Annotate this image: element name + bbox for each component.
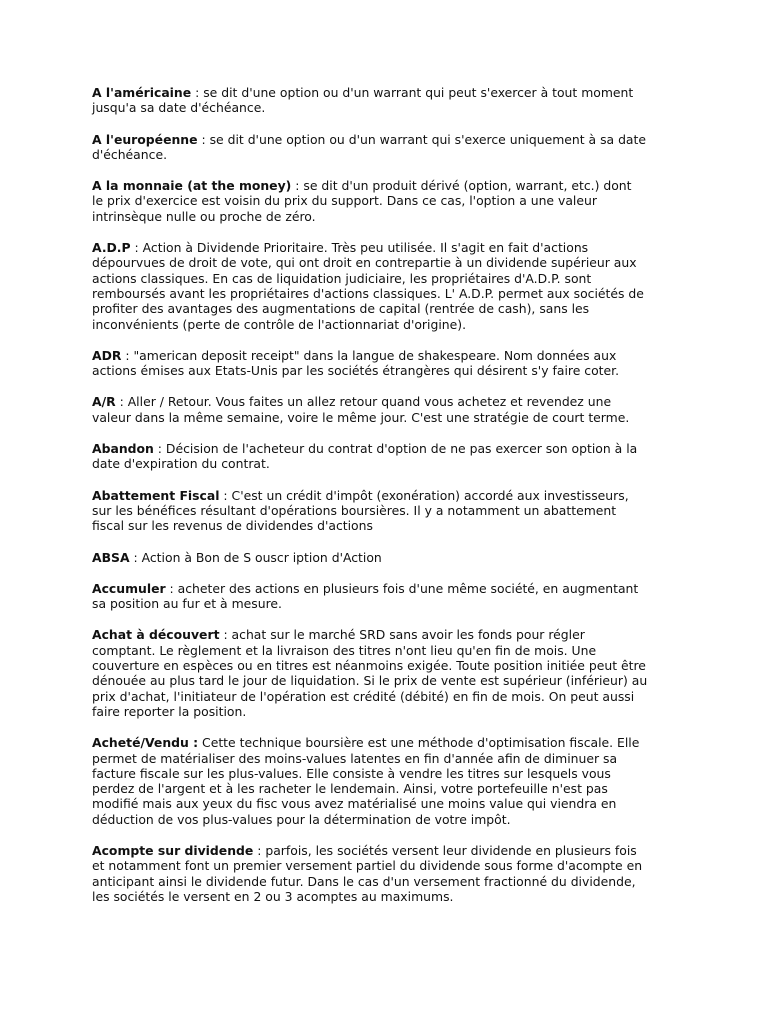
- entry-term: A/R: [92, 394, 116, 410]
- entry-text: comptant. Le règlement et la livraison des titres n'ont lieu qu'en fin de mois. Une: [92, 642, 597, 658]
- glossary-entry: [92, 441, 692, 472]
- entry-text: couverture en espèces ou en titres est néanmoins exigée. Toute position initiée peut être: [92, 658, 646, 674]
- entry-text: profiter des avantages des augmentations de capital (rentrée de cash), sans les: [92, 301, 590, 317]
- entry-text: : Action à Dividende Prioritaire. Très peu utilisée. Il s'agit en fait d'actions: [130, 240, 589, 256]
- entry-text: déduction de vos plus-values pour la détermination de votre impôt.: [92, 811, 511, 827]
- glossary-entry: [92, 178, 692, 224]
- entry-text: : C'est un crédit d'impôt (exonération) accordé aux investisseurs,: [219, 487, 629, 503]
- entry-text: sa position au fur et à mesure.: [92, 596, 282, 612]
- entry-text: prix d'achat, l'initiateur de l'opération est crédité (débité) en fin de mois. On peut aussi: [92, 688, 635, 704]
- entry-term: Acheté/Vendu :: [92, 735, 199, 751]
- entry-text: intrinsèque nulle ou proche de zéro.: [92, 208, 316, 224]
- glossary-entry: [92, 394, 692, 425]
- glossary-entry: [92, 843, 692, 904]
- entry-text: : se dit d'une option ou d'un warrant qui peut s'exercer à tout moment: [191, 85, 634, 100]
- entry-text: valeur dans la même semaine, voire le même jour. C'est une stratégie de court terme.: [92, 409, 630, 425]
- entry-text: : acheter des actions en plusieurs fois d'une même société, en augmentant: [165, 580, 639, 596]
- glossary-entry: [92, 581, 692, 612]
- glossary-entry: [92, 550, 692, 565]
- entry-text: le prix d'exercice est voisin du prix du support. Dans ce cas, l'option a une valeur: [92, 193, 597, 209]
- entry-term: Acompte sur dividende: [92, 842, 254, 858]
- entry-text: : se dit d'un produit dérivé (option, warrant, etc.) dont: [291, 178, 632, 194]
- entry-text: jusqu'a sa date d'échéance.: [92, 100, 266, 116]
- entry-text: faire reporter la position.: [92, 703, 247, 719]
- entry-term: A la monnaie (at the money): [92, 178, 292, 194]
- glossary-entry: [92, 488, 692, 534]
- glossary-entry: [92, 132, 692, 163]
- glossary-entry: [92, 735, 692, 827]
- entry-text: d'échéance.: [92, 146, 168, 162]
- entry-text: fiscal sur les revenus de dividendes d'actions: [92, 518, 373, 534]
- entry-term: ABSA: [92, 549, 130, 565]
- entry-text: modifié mais aux yeux du fisc vous avez matérialisé une moins value qui viendra en: [92, 796, 617, 812]
- entry-text: dépourvues de droit de vote, qui ont droit en contrepartie à un dividende supérieur aux: [92, 255, 637, 271]
- entry-term: A l'européenne: [92, 131, 198, 147]
- entry-term: Accumuler: [92, 580, 166, 596]
- entry-text: et notamment font un premier versement partiel du dividende sous forme d'acompte en: [92, 858, 643, 874]
- entry-text: perdez de l'argent et à les racheter le lendemain. Ainsi, votre portefeuille n'est pas: [92, 781, 608, 797]
- glossary-entry: [92, 240, 692, 332]
- entry-text: permet de matérialiser des moins-values latentes en fin d'année afin de diminuer sa: [92, 750, 618, 766]
- glossary-entry: [92, 348, 692, 379]
- entry-text: : Aller / Retour. Vous faites un allez retour quand vous achetez et revendez une: [115, 394, 612, 410]
- entry-text: : achat sur le marché SRD sans avoir les fonds pour régler: [219, 627, 585, 643]
- entry-term: Achat à découvert: [92, 627, 220, 643]
- entry-text: actions classiques. En cas de liquidation judiciaire, les propriétaires d'A.D.P. sont: [92, 270, 592, 286]
- entry-text: remboursés avant les propriétaires d'actions classiques. L' A.D.P. permet aux sociétés de: [92, 285, 644, 301]
- glossary-entry: [92, 85, 692, 116]
- entry-text: date d'expiration du contrat.: [92, 456, 270, 472]
- entry-text: Cette technique boursière est une méthode d'optimisation fiscale. Elle: [198, 735, 640, 751]
- entry-text: inconvénients (perte de contrôle de l'actionnariat d'origine).: [92, 316, 467, 332]
- entry-term: A.D.P: [92, 240, 131, 256]
- glossary-entry: [92, 627, 692, 719]
- entry-text: : parfois, les sociétés versent leur dividende en plusieurs fois: [253, 842, 637, 858]
- entry-text: actions émises aux Etats-Unis par les sociétés étrangères qui désirent s'y faire coter.: [92, 363, 620, 379]
- entry-text: facture fiscale sur les plus-values. Elle consiste à vendre les titres sur lesquels vous: [92, 765, 611, 781]
- entry-text: dénouée au plus tard le jour de liquidation. Si le prix de vente est supérieur (inférieur) au: [92, 673, 648, 689]
- entry-text: : "american deposit receipt" dans la langue de shakespeare. Nom données aux: [121, 347, 617, 363]
- entry-term: Abattement Fiscal: [92, 487, 220, 503]
- entry-text: anticipant ainsi le dividende futur. Dans le cas d'un versement fractionné du dividende,: [92, 873, 636, 889]
- entry-term: A l'américaine: [92, 85, 192, 100]
- entry-text: les sociétés le versent en 2 ou 3 acomptes au maximums.: [92, 888, 454, 904]
- entry-term: ADR: [92, 347, 122, 363]
- entry-text: : se dit d'une option ou d'un warrant qui s'exerce uniquement à sa date: [197, 131, 647, 147]
- entry-text: : Décision de l'acheteur du contrat d'option de ne pas exercer son option à la: [153, 441, 638, 457]
- entry-term: Abandon: [92, 441, 154, 457]
- glossary-page: [92, 85, 692, 920]
- entry-text: : Action à Bon de S ouscr iption d'Action: [129, 549, 382, 565]
- entry-text: sur les bénéfices résultant d'opérations boursières. Il y a notamment un abattement: [92, 502, 617, 518]
